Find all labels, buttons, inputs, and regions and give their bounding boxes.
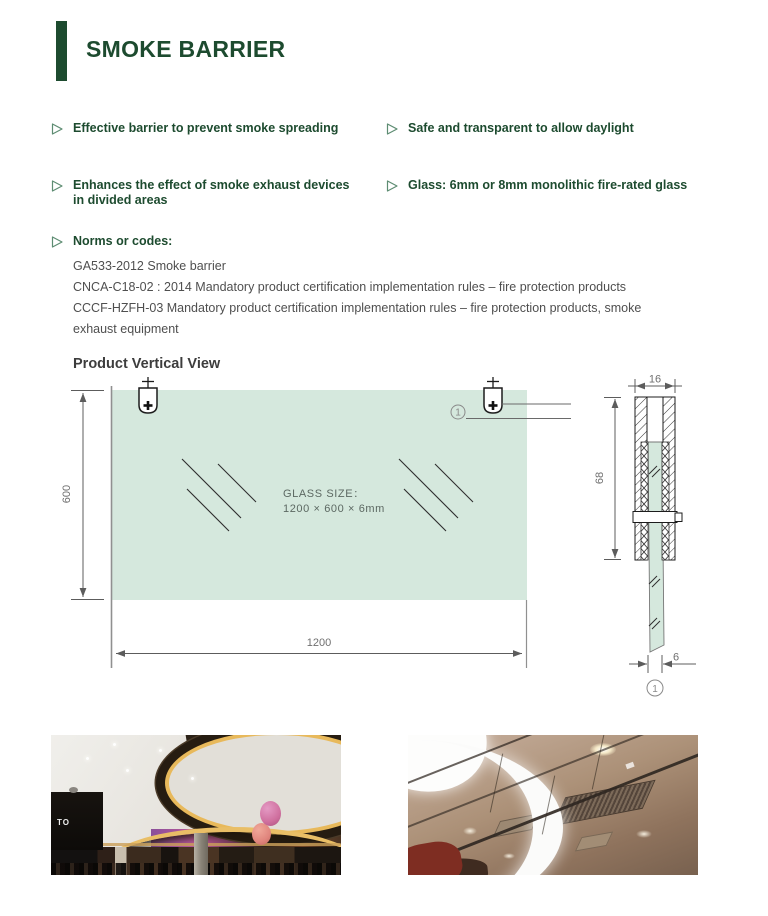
- balloon: [260, 801, 281, 826]
- pillar: [194, 833, 208, 875]
- feature-item: [50, 121, 370, 136]
- glass-size-value: 1200 × 600 × 6mm: [283, 503, 385, 515]
- accent-bar: [56, 21, 67, 81]
- downlight: [636, 830, 652, 838]
- feature-label: Glass: 6mm or 8mm monolithic fire-rated glass: [408, 178, 688, 192]
- norms-item: CNCA-C18-02 : 2014 Mandatory product certification implementation rules – fire protection products: [73, 279, 627, 294]
- dimension-label-height: 600: [61, 484, 73, 504]
- ceiling-light: [126, 769, 129, 772]
- feature-item: [385, 178, 720, 193]
- norms-heading: Norms or codes:: [73, 234, 173, 248]
- feature-label: Effective barrier to prevent smoke spreading: [73, 121, 339, 135]
- norms-item: CCCF-HZFH-03 Mandatory product certification implementation rules – fire protection products, smoke exhaust equipment: [73, 300, 642, 336]
- balloon: [252, 823, 271, 845]
- detail-reference-label: 1: [652, 684, 658, 695]
- drawing-heading: Product Vertical View: [73, 356, 221, 372]
- glass-size-label: GLASS SIZE：: [283, 488, 365, 500]
- dimension-label-16: 16: [648, 373, 662, 386]
- hanger-clamp-icon: [484, 377, 502, 413]
- gasket-left: [641, 442, 648, 560]
- triangle-bullet-icon: [385, 122, 399, 136]
- ceiling-speaker: [69, 787, 78, 793]
- storefront-sign: TO: [57, 818, 70, 827]
- dimension-label-68: 68: [594, 471, 606, 485]
- hanger-clamp-icon: [139, 377, 157, 413]
- page-title: SMOKE BARRIER: [86, 36, 286, 62]
- triangle-bullet-icon: [50, 122, 64, 136]
- section-view: [594, 374, 696, 697]
- norms-section: [50, 234, 675, 340]
- dimension-label-width: 1200: [306, 637, 332, 649]
- photo-mall-overview: [51, 735, 341, 875]
- ceiling-panel: [575, 832, 613, 852]
- dimension-label-6: 6: [672, 651, 680, 664]
- light-strip: [91, 843, 341, 846]
- clamp-tab: [675, 513, 682, 522]
- ceiling-light: [159, 749, 162, 752]
- ceiling-vent-grille: [552, 780, 655, 827]
- glass-label-sticker: [625, 762, 634, 769]
- norms-item: GA533-2012 Smoke barrier: [73, 258, 226, 273]
- feature-item: [385, 121, 720, 136]
- section-height-dimension: [604, 398, 621, 560]
- ceiling-light: [191, 777, 194, 780]
- technical-drawing: [0, 370, 768, 715]
- ceiling-light: [86, 757, 89, 760]
- norms-heading-row: [50, 234, 675, 249]
- dark-storefront: [51, 792, 103, 850]
- clamp-band: [633, 512, 677, 523]
- feature-label: Safe and transparent to allow daylight: [408, 121, 634, 135]
- triangle-bullet-icon: [50, 235, 64, 249]
- feature-label: Enhances the effect of smoke exhaust devices in divided areas: [73, 178, 350, 207]
- detail-reference-label: 1: [455, 407, 461, 419]
- feature-item: [50, 178, 350, 207]
- triangle-bullet-icon: [50, 179, 64, 193]
- gasket-right: [662, 442, 669, 560]
- glass-thickness-dimension: [629, 655, 696, 673]
- triangle-bullet-icon: [385, 179, 399, 193]
- norms-list: [73, 256, 675, 340]
- channel-cavity: [647, 397, 663, 442]
- photo-glass-closeup: [408, 735, 698, 875]
- ceiling-light: [113, 743, 116, 746]
- height-dimension: [71, 391, 104, 600]
